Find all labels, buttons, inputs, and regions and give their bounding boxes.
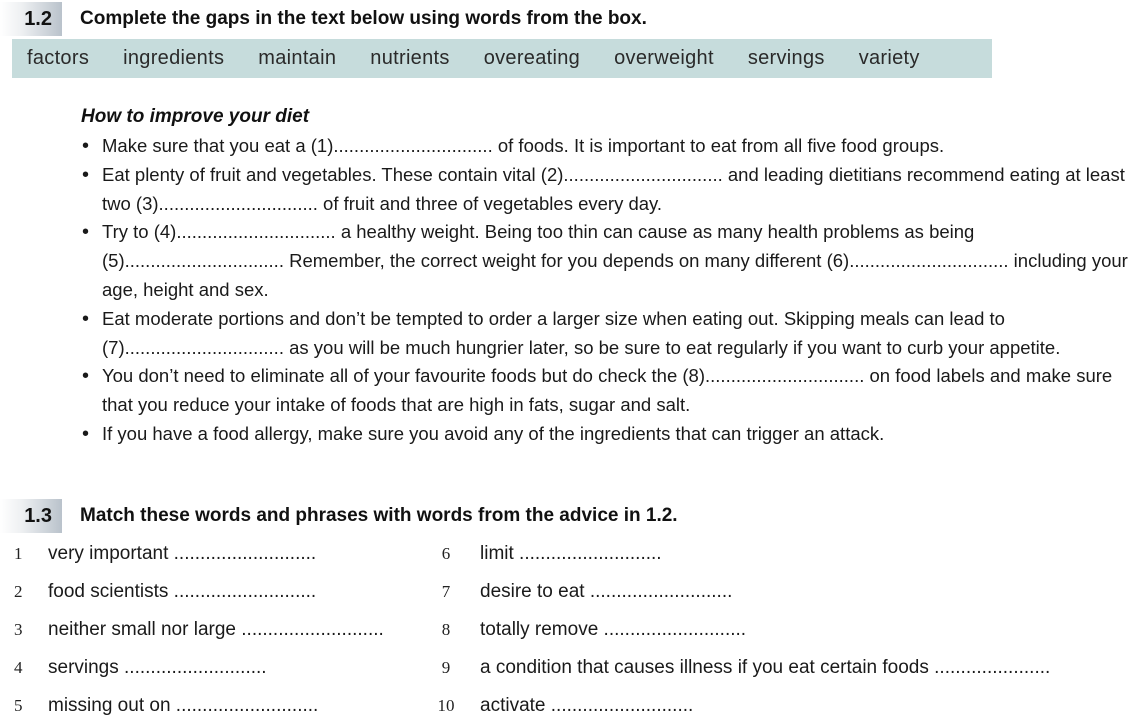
exercise-1-2-header xyxy=(0,2,647,36)
word-box-item: maintain xyxy=(258,47,337,69)
bullet-text: as you will be much hungrier later, so be sure to eat regularly if you want to curb your appetite. xyxy=(289,336,1061,358)
word-box-item: nutrients xyxy=(370,47,450,69)
word-box-item: servings xyxy=(747,47,825,69)
item-number: 9 xyxy=(441,658,451,677)
gap-7: ............................... xyxy=(124,336,290,358)
advice-bullet xyxy=(80,305,1130,363)
gap-6: ............................... xyxy=(849,250,1009,272)
match-item xyxy=(426,653,1050,683)
item-text: servings ........................... xyxy=(48,657,267,678)
exercise-1-3-header xyxy=(0,499,678,533)
gap-4: ............................... xyxy=(176,221,341,243)
bullet-text: Try to (4) xyxy=(102,221,177,243)
gap-5: ............................... xyxy=(124,250,290,272)
exercise-instruction: Match these words and phrases with words from the advice in 1.2. xyxy=(80,505,678,526)
item-text: missing out on ........................... xyxy=(48,695,319,716)
match-item xyxy=(426,539,662,569)
item-number: 3 xyxy=(14,620,23,639)
gap-2: ............................... xyxy=(563,163,728,185)
word-box-item: factors xyxy=(27,47,90,69)
advice-bullet xyxy=(80,362,1130,420)
item-number: 2 xyxy=(14,582,23,601)
match-item xyxy=(14,539,316,569)
match-item xyxy=(14,653,267,683)
item-text: totally remove ........................... xyxy=(480,619,747,640)
bullet-text: If you have a food allergy, make sure you avoid any of the ingredients that can trigger an attack. xyxy=(102,422,885,444)
bullet-text: and leading dietitians recommend eating at least two (3) xyxy=(102,163,1125,214)
item-number: 6 xyxy=(441,544,451,563)
match-item xyxy=(426,691,693,721)
gap-1: ............................... xyxy=(333,135,498,156)
match-item xyxy=(426,577,732,607)
item-number: 5 xyxy=(14,696,23,715)
word-box xyxy=(12,39,992,78)
gap-3: ............................... xyxy=(158,192,324,214)
advice-bullet xyxy=(80,161,1130,219)
bullet-text: Make sure that you eat a (1) xyxy=(102,135,334,156)
bullet-text: a healthy weight. Being too thin can cause as many health problems as being (5) xyxy=(102,221,975,272)
item-number: 7 xyxy=(441,582,451,601)
advice-bullet xyxy=(80,132,1130,161)
bullet-text: Eat moderate portions and don’t be tempted to order a larger size when eating out. Skipping meals can lead to (7) xyxy=(102,307,1005,358)
item-text: neither small nor large ........................... xyxy=(48,619,384,640)
match-item xyxy=(14,577,316,607)
item-number: 4 xyxy=(14,658,23,677)
bullet-text: of fruit and three of vegetables every day. xyxy=(323,192,663,214)
exercise-number: 1.3 xyxy=(0,499,62,533)
match-item xyxy=(14,691,318,721)
advice-list xyxy=(80,132,1130,449)
item-text: desire to eat ........................... xyxy=(480,581,733,602)
advice-bullet xyxy=(80,420,1130,449)
item-text: limit ........................... xyxy=(480,543,662,564)
word-box-item: overweight xyxy=(614,47,714,69)
word-box-item: ingredients xyxy=(123,47,225,69)
word-box-item: overeating xyxy=(483,47,581,69)
match-item xyxy=(426,615,746,645)
advice-bullet xyxy=(80,218,1130,304)
exercise-instruction: Complete the gaps in the text below using words from the box. xyxy=(80,8,647,29)
item-text: very important ........................... xyxy=(48,543,317,564)
item-number: 1 xyxy=(14,544,23,563)
item-number: 8 xyxy=(441,620,451,639)
item-number: 10 xyxy=(437,696,455,715)
item-text: a condition that causes illness if you eat certain foods ...................... xyxy=(480,657,1051,678)
match-item xyxy=(14,615,384,645)
word-box-item: variety xyxy=(858,47,920,69)
item-text: activate ........................... xyxy=(480,695,694,716)
bullet-text: on food labels and make sure that you reduce your intake of foods that are high in fats, sugar and salt. xyxy=(102,365,1113,416)
text-title: How to improve your diet xyxy=(81,106,310,127)
bullet-text: Remember, the correct weight for you depends on many different (6) xyxy=(289,250,850,272)
gap-8: ............................... xyxy=(705,365,870,387)
bullet-text: Eat plenty of fruit and vegetables. These contain vital (2) xyxy=(102,163,564,185)
bullet-text: of foods. It is important to eat from all five food groups. xyxy=(497,135,945,156)
exercise-number: 1.2 xyxy=(0,2,62,36)
item-text: food scientists ........................... xyxy=(48,581,317,602)
bullet-text: You don’t need to eliminate all of your favourite foods but do check the (8) xyxy=(102,365,706,387)
bullet-text: including your age, height and sex. xyxy=(102,250,1128,300)
